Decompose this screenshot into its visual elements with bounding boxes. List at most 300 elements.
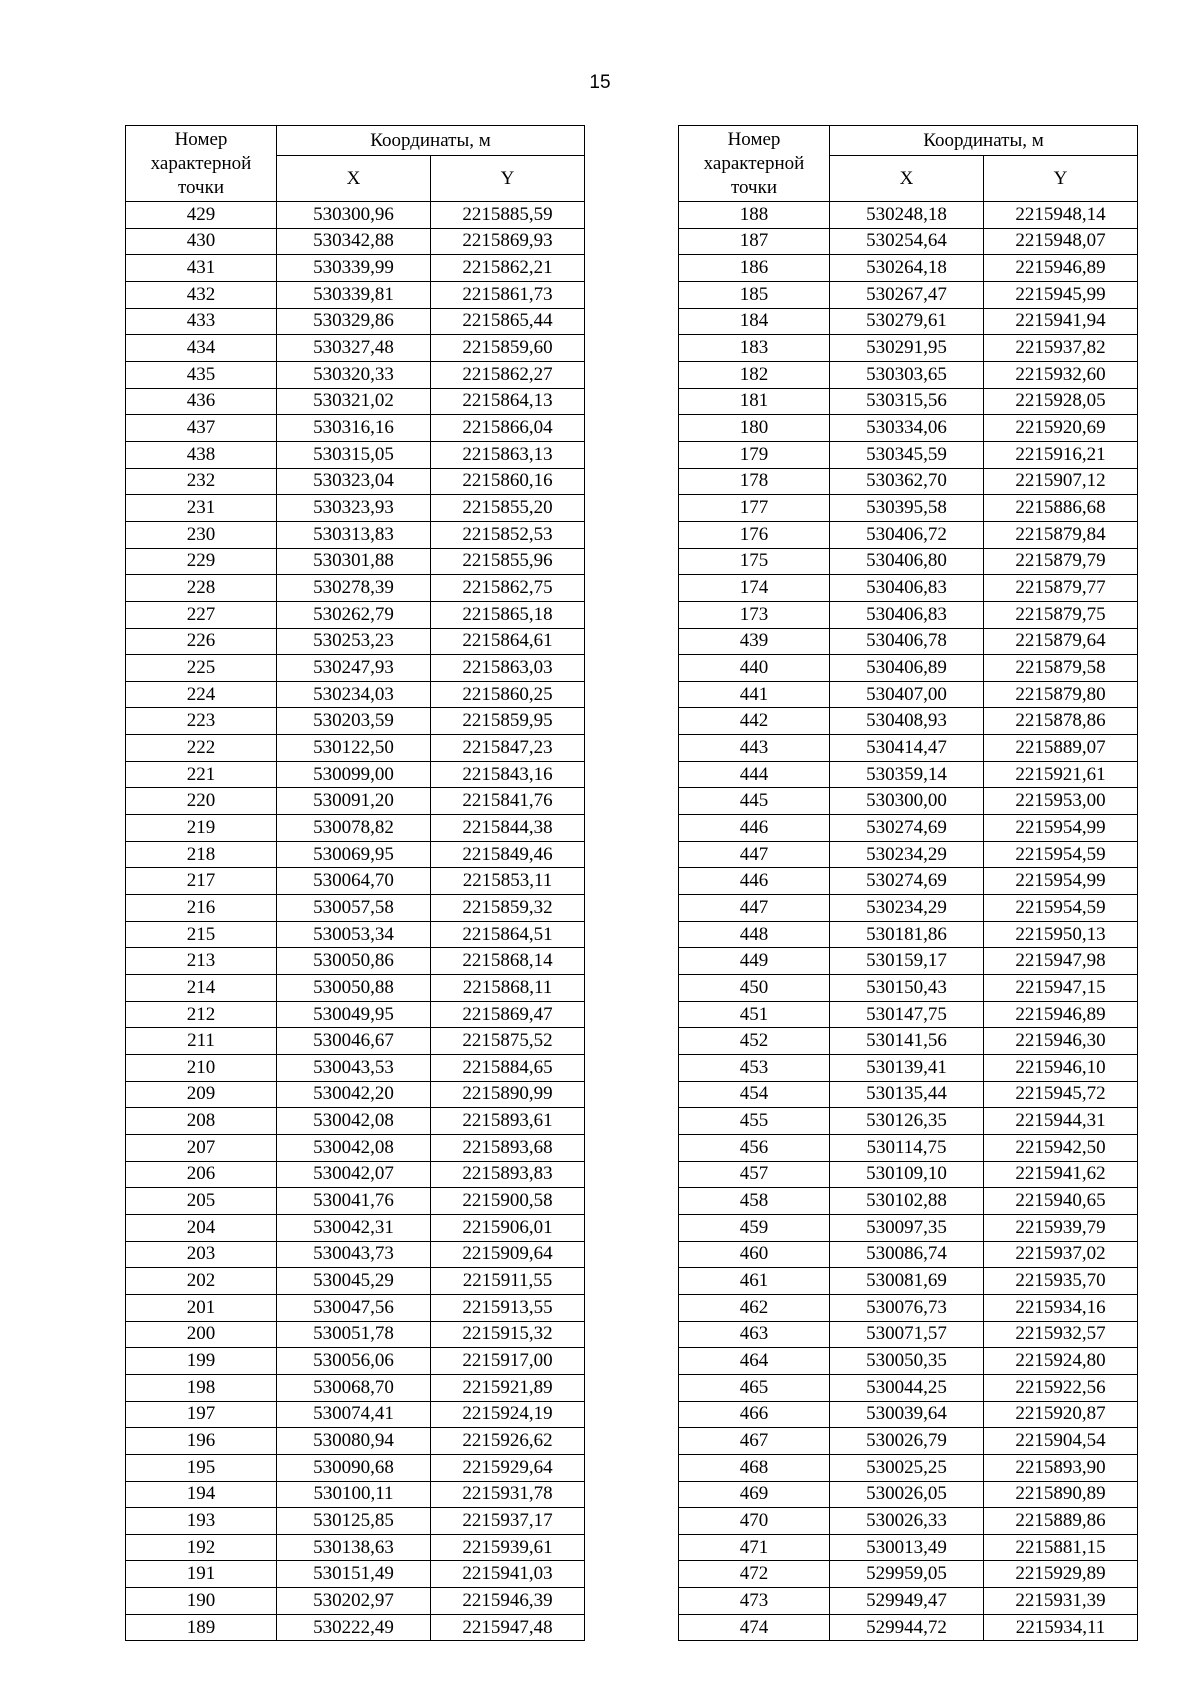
point-number-cell: 453 bbox=[679, 1055, 830, 1082]
y-coordinate-cell: 2215945,72 bbox=[984, 1081, 1138, 1108]
y-coordinate-cell: 2215868,14 bbox=[431, 948, 585, 975]
x-coordinate-cell: 530234,03 bbox=[277, 681, 431, 708]
point-number-cell: 192 bbox=[126, 1534, 277, 1561]
y-coordinate-cell: 2215862,21 bbox=[431, 255, 585, 282]
y-coordinate-cell: 2215852,53 bbox=[431, 521, 585, 548]
x-coordinate-cell: 530274,69 bbox=[830, 868, 984, 895]
table-row bbox=[126, 1134, 585, 1161]
table-row bbox=[126, 1534, 585, 1561]
point-number-cell: 186 bbox=[679, 255, 830, 282]
y-coordinate-cell: 2215859,95 bbox=[431, 708, 585, 735]
point-number-cell: 204 bbox=[126, 1214, 277, 1241]
table-row bbox=[679, 361, 1138, 388]
x-coordinate-cell: 530050,88 bbox=[277, 975, 431, 1002]
y-coordinate-cell: 2215947,48 bbox=[431, 1614, 585, 1641]
table-row bbox=[679, 1294, 1138, 1321]
x-coordinate-cell: 530222,49 bbox=[277, 1614, 431, 1641]
y-coordinate-cell: 2215916,21 bbox=[984, 441, 1138, 468]
y-coordinate-cell: 2215909,64 bbox=[431, 1241, 585, 1268]
y-coordinate-cell: 2215889,86 bbox=[984, 1508, 1138, 1535]
table-row bbox=[679, 1108, 1138, 1135]
table-row bbox=[679, 1241, 1138, 1268]
x-coordinate-cell: 530039,64 bbox=[830, 1401, 984, 1428]
y-coordinate-cell: 2215939,61 bbox=[431, 1534, 585, 1561]
point-number-cell: 457 bbox=[679, 1161, 830, 1188]
table-row bbox=[126, 575, 585, 602]
x-coordinate-cell: 530042,07 bbox=[277, 1161, 431, 1188]
x-coordinate-cell: 530042,31 bbox=[277, 1214, 431, 1241]
x-coordinate-cell: 530047,56 bbox=[277, 1294, 431, 1321]
x-coordinate-cell: 530291,95 bbox=[830, 335, 984, 362]
point-number-cell: 469 bbox=[679, 1481, 830, 1508]
point-number-cell: 205 bbox=[126, 1188, 277, 1215]
table-row bbox=[679, 1428, 1138, 1455]
x-coordinate-cell: 530254,64 bbox=[830, 228, 984, 255]
y-coordinate-cell: 2215913,55 bbox=[431, 1294, 585, 1321]
table-row bbox=[126, 601, 585, 628]
x-coordinate-cell: 530041,76 bbox=[277, 1188, 431, 1215]
point-number-cell: 202 bbox=[126, 1268, 277, 1295]
point-number-cell: 447 bbox=[679, 895, 830, 922]
table-row bbox=[126, 1055, 585, 1082]
table-row bbox=[126, 468, 585, 495]
x-coordinate-cell: 530078,82 bbox=[277, 815, 431, 842]
y-coordinate-cell: 2215954,99 bbox=[984, 815, 1138, 842]
y-coordinate-cell: 2215931,39 bbox=[984, 1588, 1138, 1615]
x-coordinate-cell: 530042,08 bbox=[277, 1108, 431, 1135]
x-coordinate-cell: 530334,06 bbox=[830, 415, 984, 442]
y-coordinate-cell: 2215881,15 bbox=[984, 1534, 1138, 1561]
x-coordinate-cell: 530049,95 bbox=[277, 1001, 431, 1028]
y-coordinate-cell: 2215855,20 bbox=[431, 495, 585, 522]
table-row bbox=[126, 895, 585, 922]
y-coordinate-cell: 2215929,64 bbox=[431, 1454, 585, 1481]
point-number-cell: 184 bbox=[679, 308, 830, 335]
x-coordinate-cell: 530076,73 bbox=[830, 1294, 984, 1321]
x-coordinate-cell: 530300,96 bbox=[277, 202, 431, 229]
x-coordinate-cell: 530414,47 bbox=[830, 735, 984, 762]
x-coordinate-cell: 530026,33 bbox=[830, 1508, 984, 1535]
table-row bbox=[126, 655, 585, 682]
y-coordinate-cell: 2215879,58 bbox=[984, 655, 1138, 682]
x-coordinate-cell: 530043,53 bbox=[277, 1055, 431, 1082]
x-coordinate-cell: 530126,35 bbox=[830, 1108, 984, 1135]
table-row bbox=[679, 735, 1138, 762]
table-row bbox=[679, 468, 1138, 495]
y-coordinate-cell: 2215929,89 bbox=[984, 1561, 1138, 1588]
point-number-cell: 181 bbox=[679, 388, 830, 415]
point-number-cell: 228 bbox=[126, 575, 277, 602]
x-coordinate-cell: 530147,75 bbox=[830, 1001, 984, 1028]
point-number-header bbox=[679, 126, 830, 202]
y-coordinate-cell: 2215853,11 bbox=[431, 868, 585, 895]
point-number-cell: 178 bbox=[679, 468, 830, 495]
x-coordinate-cell: 530071,57 bbox=[830, 1321, 984, 1348]
point-number-cell: 432 bbox=[126, 281, 277, 308]
x-coordinate-cell: 530151,49 bbox=[277, 1561, 431, 1588]
y-coordinate-cell: 2215900,58 bbox=[431, 1188, 585, 1215]
y-coordinate-cell: 2215940,65 bbox=[984, 1188, 1138, 1215]
y-coordinate-cell: 2215944,31 bbox=[984, 1108, 1138, 1135]
table-row bbox=[679, 281, 1138, 308]
table-row bbox=[126, 202, 585, 229]
y-coordinate-cell: 2215879,77 bbox=[984, 575, 1138, 602]
y-coordinate-cell: 2215915,32 bbox=[431, 1321, 585, 1348]
table-row bbox=[679, 548, 1138, 575]
y-coordinate-cell: 2215879,79 bbox=[984, 548, 1138, 575]
table-row bbox=[679, 868, 1138, 895]
x-coordinate-cell: 529959,05 bbox=[830, 1561, 984, 1588]
point-number-cell: 443 bbox=[679, 735, 830, 762]
point-number-cell: 194 bbox=[126, 1481, 277, 1508]
table-row bbox=[126, 841, 585, 868]
table-row bbox=[126, 521, 585, 548]
x-coordinate-cell: 530056,06 bbox=[277, 1348, 431, 1375]
x-coordinate-cell: 530080,94 bbox=[277, 1428, 431, 1455]
table-row bbox=[679, 1321, 1138, 1348]
x-coordinate-cell: 530345,59 bbox=[830, 441, 984, 468]
table-row bbox=[126, 681, 585, 708]
table-row bbox=[126, 735, 585, 762]
table-row bbox=[679, 1001, 1138, 1028]
table-row bbox=[126, 1588, 585, 1615]
point-number-cell: 459 bbox=[679, 1214, 830, 1241]
y-coordinate-cell: 2215841,76 bbox=[431, 788, 585, 815]
point-number-cell: 435 bbox=[126, 361, 277, 388]
x-coordinate-cell: 529944,72 bbox=[830, 1614, 984, 1641]
point-number-cell: 450 bbox=[679, 975, 830, 1002]
x-coordinate-cell: 530053,34 bbox=[277, 921, 431, 948]
y-coordinate-cell: 2215937,17 bbox=[431, 1508, 585, 1535]
table-row bbox=[126, 361, 585, 388]
point-number-cell: 173 bbox=[679, 601, 830, 628]
table-row bbox=[679, 255, 1138, 282]
x-coordinate-cell: 530013,49 bbox=[830, 1534, 984, 1561]
point-number-cell: 183 bbox=[679, 335, 830, 362]
table-row bbox=[679, 575, 1138, 602]
table-row bbox=[126, 1481, 585, 1508]
point-number-cell: 193 bbox=[126, 1508, 277, 1535]
point-number-cell: 472 bbox=[679, 1561, 830, 1588]
point-number-cell: 429 bbox=[126, 202, 277, 229]
table-row bbox=[126, 548, 585, 575]
point-number-cell: 463 bbox=[679, 1321, 830, 1348]
point-number-cell: 219 bbox=[126, 815, 277, 842]
y-coordinate-cell: 2215859,60 bbox=[431, 335, 585, 362]
point-number-cell: 225 bbox=[126, 655, 277, 682]
point-number-cell: 464 bbox=[679, 1348, 830, 1375]
point-number-cell: 467 bbox=[679, 1428, 830, 1455]
y-coordinate-cell: 2215924,19 bbox=[431, 1401, 585, 1428]
x-coordinate-cell: 530159,17 bbox=[830, 948, 984, 975]
x-coordinate-cell: 530026,05 bbox=[830, 1481, 984, 1508]
table-row bbox=[679, 1508, 1138, 1535]
table-row bbox=[126, 1508, 585, 1535]
table-row bbox=[679, 1055, 1138, 1082]
point-number-cell: 221 bbox=[126, 761, 277, 788]
x-coordinate-cell: 530264,18 bbox=[830, 255, 984, 282]
x-coordinate-cell: 530262,79 bbox=[277, 601, 431, 628]
point-number-cell: 190 bbox=[126, 1588, 277, 1615]
point-number-header-line1: Номер bbox=[174, 128, 228, 150]
table-row bbox=[679, 202, 1138, 229]
y-coordinate-cell: 2215847,23 bbox=[431, 735, 585, 762]
y-coordinate-cell: 2215865,44 bbox=[431, 308, 585, 335]
x-coordinate-cell: 530323,93 bbox=[277, 495, 431, 522]
x-coordinate-cell: 530069,95 bbox=[277, 841, 431, 868]
x-coordinate-cell: 530050,35 bbox=[830, 1348, 984, 1375]
table-row bbox=[126, 815, 585, 842]
y-coordinate-cell: 2215864,13 bbox=[431, 388, 585, 415]
table-row bbox=[679, 521, 1138, 548]
point-number-cell: 218 bbox=[126, 841, 277, 868]
y-coordinate-cell: 2215948,14 bbox=[984, 202, 1138, 229]
coordinates-header: Координаты, м bbox=[277, 126, 585, 156]
point-number-cell: 177 bbox=[679, 495, 830, 522]
y-coordinate-cell: 2215924,80 bbox=[984, 1348, 1138, 1375]
table-row bbox=[679, 388, 1138, 415]
y-coordinate-cell: 2215860,16 bbox=[431, 468, 585, 495]
table-row bbox=[126, 948, 585, 975]
table-row bbox=[126, 868, 585, 895]
point-number-cell: 448 bbox=[679, 921, 830, 948]
table-row bbox=[126, 441, 585, 468]
x-coordinate-cell: 530141,56 bbox=[830, 1028, 984, 1055]
y-coordinate-cell: 2215946,89 bbox=[984, 255, 1138, 282]
point-number-cell: 191 bbox=[126, 1561, 277, 1588]
point-number-cell: 434 bbox=[126, 335, 277, 362]
table-row bbox=[679, 1134, 1138, 1161]
x-coordinate-cell: 530315,05 bbox=[277, 441, 431, 468]
y-coordinate-cell: 2215917,00 bbox=[431, 1348, 585, 1375]
y-coordinate-cell: 2215948,07 bbox=[984, 228, 1138, 255]
x-coordinate-cell: 530301,88 bbox=[277, 548, 431, 575]
y-coordinate-cell: 2215862,27 bbox=[431, 361, 585, 388]
table-row bbox=[679, 1481, 1138, 1508]
y-coordinate-cell: 2215935,70 bbox=[984, 1268, 1138, 1295]
table-row bbox=[126, 335, 585, 362]
point-number-cell: 466 bbox=[679, 1401, 830, 1428]
point-number-cell: 455 bbox=[679, 1108, 830, 1135]
y-coordinate-cell: 2215868,11 bbox=[431, 975, 585, 1002]
point-number-cell: 182 bbox=[679, 361, 830, 388]
y-coordinate-cell: 2215885,59 bbox=[431, 202, 585, 229]
point-number-cell: 460 bbox=[679, 1241, 830, 1268]
x-coordinate-cell: 530051,78 bbox=[277, 1321, 431, 1348]
point-number-cell: 175 bbox=[679, 548, 830, 575]
table-row bbox=[679, 335, 1138, 362]
point-number-cell: 215 bbox=[126, 921, 277, 948]
x-coordinate-cell: 530042,20 bbox=[277, 1081, 431, 1108]
table-row bbox=[679, 601, 1138, 628]
table-row bbox=[679, 1028, 1138, 1055]
x-coordinate-cell: 530044,25 bbox=[830, 1374, 984, 1401]
x-coordinate-cell: 530278,39 bbox=[277, 575, 431, 602]
point-number-cell: 201 bbox=[126, 1294, 277, 1321]
y-coordinate-cell: 2215893,68 bbox=[431, 1134, 585, 1161]
coordinates-header: Координаты, м bbox=[830, 126, 1138, 156]
point-number-cell: 452 bbox=[679, 1028, 830, 1055]
y-coordinate-cell: 2215884,65 bbox=[431, 1055, 585, 1082]
table-row bbox=[679, 1401, 1138, 1428]
point-number-cell: 195 bbox=[126, 1454, 277, 1481]
x-coordinate-cell: 530064,70 bbox=[277, 868, 431, 895]
table-row bbox=[126, 708, 585, 735]
point-number-cell: 199 bbox=[126, 1348, 277, 1375]
x-coordinate-cell: 530122,50 bbox=[277, 735, 431, 762]
table-row bbox=[126, 228, 585, 255]
table-row bbox=[679, 228, 1138, 255]
y-coordinate-cell: 2215861,73 bbox=[431, 281, 585, 308]
table-row bbox=[126, 1081, 585, 1108]
y-coordinate-cell: 2215869,93 bbox=[431, 228, 585, 255]
point-number-cell: 232 bbox=[126, 468, 277, 495]
y-coordinate-cell: 2215855,96 bbox=[431, 548, 585, 575]
point-number-cell: 438 bbox=[126, 441, 277, 468]
table-row bbox=[679, 1588, 1138, 1615]
y-coordinate-cell: 2215893,90 bbox=[984, 1454, 1138, 1481]
y-coordinate-cell: 2215931,78 bbox=[431, 1481, 585, 1508]
y-coordinate-cell: 2215879,80 bbox=[984, 681, 1138, 708]
y-coordinate-cell: 2215937,82 bbox=[984, 335, 1138, 362]
x-coordinate-cell: 530406,72 bbox=[830, 521, 984, 548]
table-row bbox=[126, 388, 585, 415]
table-row bbox=[126, 921, 585, 948]
x-coordinate-cell: 530100,11 bbox=[277, 1481, 431, 1508]
x-coordinate-cell: 530150,43 bbox=[830, 975, 984, 1002]
x-coordinate-cell: 530359,14 bbox=[830, 761, 984, 788]
x-coordinate-cell: 530406,80 bbox=[830, 548, 984, 575]
x-coordinate-cell: 530042,08 bbox=[277, 1134, 431, 1161]
y-coordinate-cell: 2215890,89 bbox=[984, 1481, 1138, 1508]
table-row bbox=[126, 495, 585, 522]
point-number-header-line3: точки bbox=[177, 176, 224, 198]
y-coordinate-cell: 2215939,79 bbox=[984, 1214, 1138, 1241]
point-number-cell: 451 bbox=[679, 1001, 830, 1028]
y-coordinate-cell: 2215849,46 bbox=[431, 841, 585, 868]
x-coordinate-cell: 530026,79 bbox=[830, 1428, 984, 1455]
y-coordinate-cell: 2215878,86 bbox=[984, 708, 1138, 735]
point-number-cell: 176 bbox=[679, 521, 830, 548]
table-row bbox=[126, 1428, 585, 1455]
point-number-cell: 224 bbox=[126, 681, 277, 708]
y-coordinate-cell: 2215864,51 bbox=[431, 921, 585, 948]
y-coordinate-cell: 2215879,84 bbox=[984, 521, 1138, 548]
point-number-cell: 207 bbox=[126, 1134, 277, 1161]
y-coordinate-cell: 2215941,62 bbox=[984, 1161, 1138, 1188]
point-number-cell: 471 bbox=[679, 1534, 830, 1561]
x-coordinate-cell: 530329,86 bbox=[277, 308, 431, 335]
y-coordinate-cell: 2215866,04 bbox=[431, 415, 585, 442]
y-coordinate-cell: 2215879,64 bbox=[984, 628, 1138, 655]
point-number-cell: 462 bbox=[679, 1294, 830, 1321]
x-coordinate-cell: 530135,44 bbox=[830, 1081, 984, 1108]
x-coordinate-cell: 530114,75 bbox=[830, 1134, 984, 1161]
x-coordinate-cell: 530339,99 bbox=[277, 255, 431, 282]
y-coordinate-cell: 2215844,38 bbox=[431, 815, 585, 842]
x-coordinate-cell: 530045,29 bbox=[277, 1268, 431, 1295]
x-coordinate-cell: 530090,68 bbox=[277, 1454, 431, 1481]
table-row bbox=[679, 1188, 1138, 1215]
point-number-cell: 211 bbox=[126, 1028, 277, 1055]
point-number-cell: 439 bbox=[679, 628, 830, 655]
table-row bbox=[679, 841, 1138, 868]
x-coordinate-cell: 530408,93 bbox=[830, 708, 984, 735]
point-number-cell: 200 bbox=[126, 1321, 277, 1348]
x-coordinate-cell: 530086,74 bbox=[830, 1241, 984, 1268]
y-coordinate-cell: 2215911,55 bbox=[431, 1268, 585, 1295]
point-number-cell: 226 bbox=[126, 628, 277, 655]
table-row bbox=[679, 788, 1138, 815]
x-coordinate-cell: 530091,20 bbox=[277, 788, 431, 815]
point-number-cell: 210 bbox=[126, 1055, 277, 1082]
point-number-cell: 437 bbox=[126, 415, 277, 442]
table-row bbox=[126, 761, 585, 788]
point-number-cell: 454 bbox=[679, 1081, 830, 1108]
point-number-cell: 444 bbox=[679, 761, 830, 788]
point-number-cell: 174 bbox=[679, 575, 830, 602]
table-row bbox=[679, 1081, 1138, 1108]
point-number-cell: 217 bbox=[126, 868, 277, 895]
table-row bbox=[126, 1454, 585, 1481]
x-coordinate-cell: 529949,47 bbox=[830, 1588, 984, 1615]
y-coordinate-cell: 2215860,25 bbox=[431, 681, 585, 708]
y-coordinate-cell: 2215937,02 bbox=[984, 1241, 1138, 1268]
x-coordinate-cell: 530109,10 bbox=[830, 1161, 984, 1188]
table-row bbox=[126, 281, 585, 308]
point-number-header-line1: Номер bbox=[727, 128, 781, 150]
table-row bbox=[126, 1268, 585, 1295]
table-row bbox=[126, 1188, 585, 1215]
table-row bbox=[126, 1214, 585, 1241]
point-number-cell: 461 bbox=[679, 1268, 830, 1295]
x-coordinate-cell: 530050,86 bbox=[277, 948, 431, 975]
table-row bbox=[679, 1454, 1138, 1481]
point-number-header-line3: точки bbox=[730, 176, 777, 198]
x-coordinate-cell: 530313,83 bbox=[277, 521, 431, 548]
table-row bbox=[679, 681, 1138, 708]
point-number-cell: 470 bbox=[679, 1508, 830, 1535]
table-row bbox=[126, 255, 585, 282]
table-row bbox=[679, 815, 1138, 842]
y-coordinate-cell: 2215886,68 bbox=[984, 495, 1138, 522]
y-coordinate-cell: 2215954,59 bbox=[984, 895, 1138, 922]
table-row bbox=[679, 1348, 1138, 1375]
table-row bbox=[126, 1348, 585, 1375]
y-header: Y bbox=[984, 156, 1138, 202]
point-number-cell: 185 bbox=[679, 281, 830, 308]
x-coordinate-cell: 530057,58 bbox=[277, 895, 431, 922]
point-number-cell: 208 bbox=[126, 1108, 277, 1135]
table-row bbox=[126, 975, 585, 1002]
y-coordinate-cell: 2215843,16 bbox=[431, 761, 585, 788]
point-number-cell: 474 bbox=[679, 1614, 830, 1641]
point-number-cell: 445 bbox=[679, 788, 830, 815]
table-row bbox=[679, 1534, 1138, 1561]
table-row bbox=[126, 1161, 585, 1188]
point-number-header bbox=[126, 126, 277, 202]
x-coordinate-cell: 530099,00 bbox=[277, 761, 431, 788]
y-coordinate-cell: 2215890,99 bbox=[431, 1081, 585, 1108]
table-row bbox=[126, 1374, 585, 1401]
table-row bbox=[126, 415, 585, 442]
x-coordinate-cell: 530300,00 bbox=[830, 788, 984, 815]
point-number-cell: 188 bbox=[679, 202, 830, 229]
y-coordinate-cell: 2215859,32 bbox=[431, 895, 585, 922]
x-coordinate-cell: 530253,23 bbox=[277, 628, 431, 655]
table-row bbox=[679, 441, 1138, 468]
point-number-cell: 223 bbox=[126, 708, 277, 735]
